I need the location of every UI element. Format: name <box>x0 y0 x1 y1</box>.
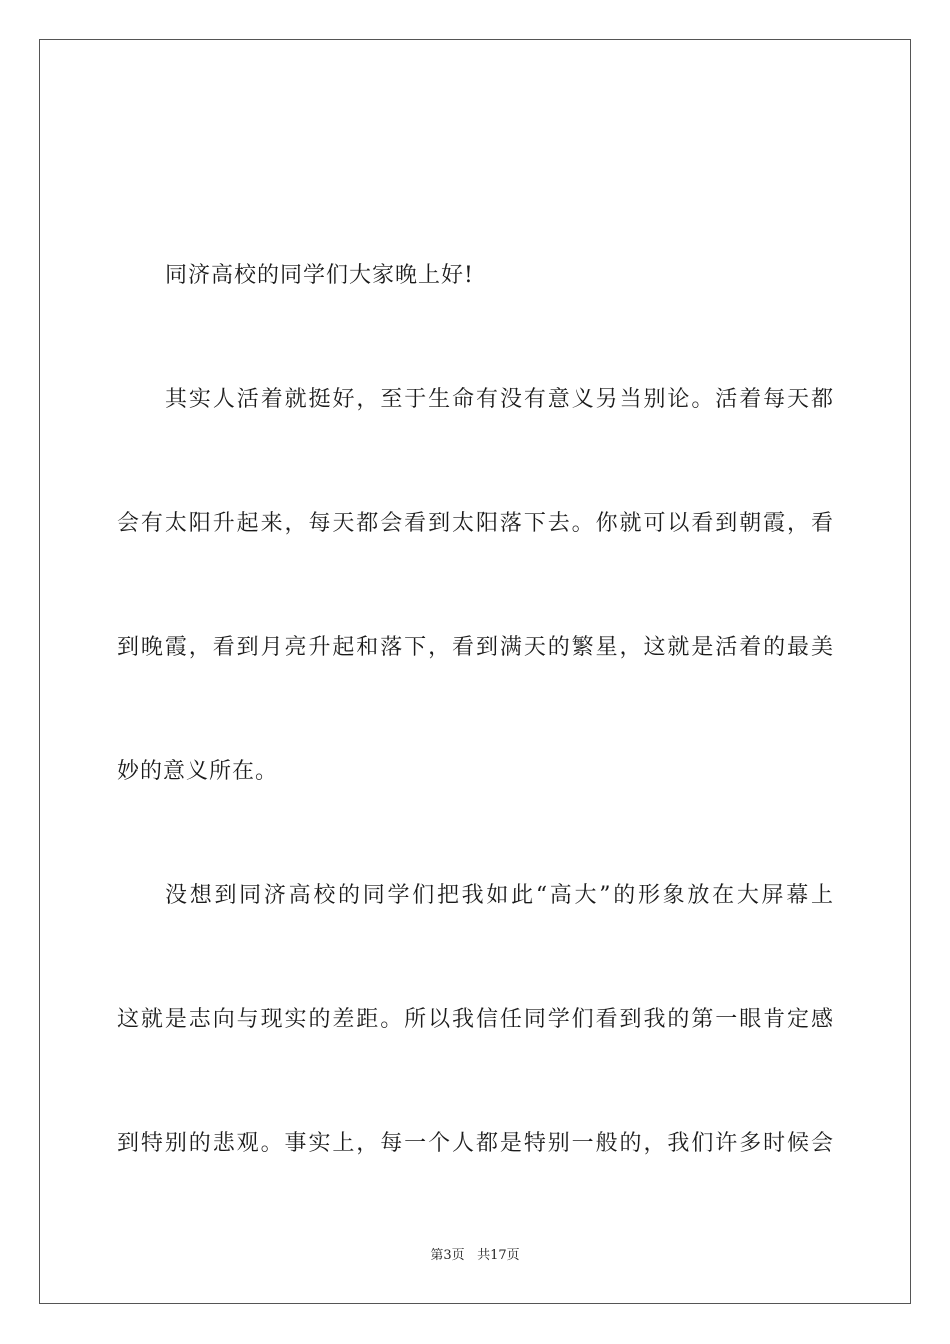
page-footer <box>0 1247 950 1265</box>
greeting-line: 同济高校的同学们大家晚上好! <box>165 263 474 288</box>
paragraph-line: 这就是志向与现实的差距。所以我信任同学们看到我的第一眼肯定感 <box>117 1007 833 1032</box>
paragraph-line: 会有太阳升起来，每天都会看到太阳落下去。你就可以看到朝霞，看 <box>117 511 833 536</box>
paragraph-line: 没想到同济高校的同学们把我如此“高大”的形象放在大屏幕上 <box>165 883 833 908</box>
page-border <box>39 39 911 1304</box>
paragraph-line: 到晚霞，看到月亮升起和落下，看到满天的繁星，这就是活着的最美 <box>117 635 833 660</box>
page-number: 第3页 <box>430 1248 465 1263</box>
page-total: 共17页 <box>477 1248 520 1263</box>
paragraph-line: 其实人活着就挺好，至于生命有没有意义另当别论。活着每天都 <box>165 387 833 412</box>
paragraph-line: 妙的意义所在。 <box>117 759 279 784</box>
paragraph-line: 到特别的悲观。事实上，每一个人都是特别一般的，我们许多时候会 <box>117 1131 833 1156</box>
